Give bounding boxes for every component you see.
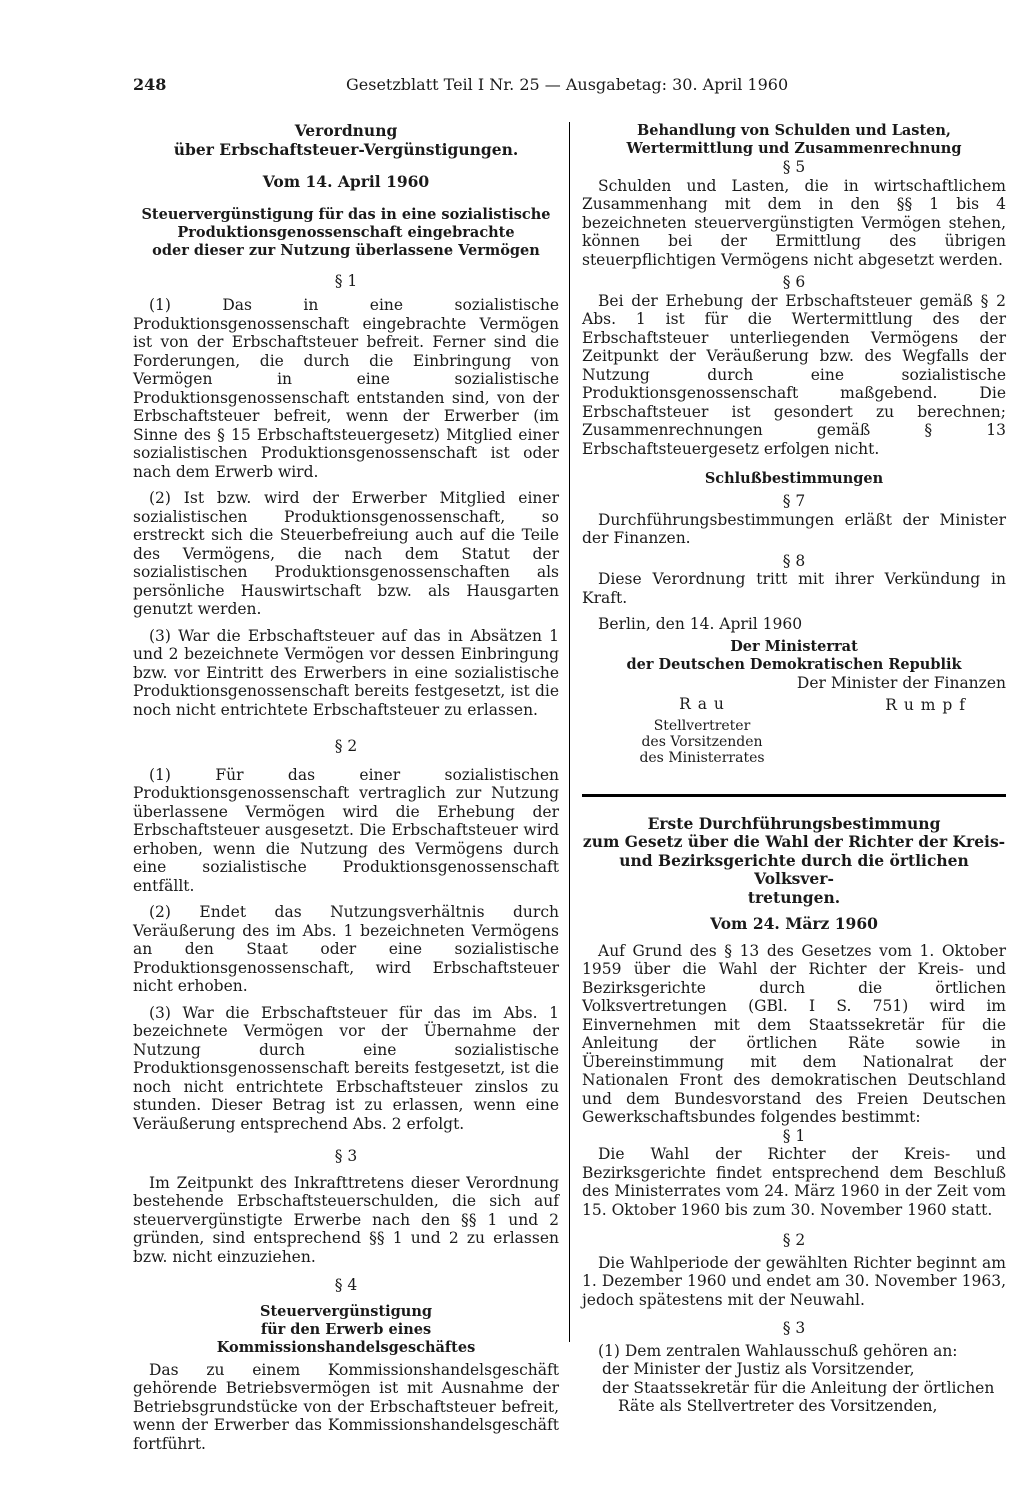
regulation-title: und Bezirksgerichte durch die örtlichen Volksver- [619,850,969,888]
section-heading-line: für den Erwerb eines Kommissionshandelsgeschäftes [216,1320,476,1356]
section-heading-line: Produktionsgenossenschaft eingebrachte [177,223,515,241]
paragraph-number: § 1 [782,1126,806,1145]
council-name: der Deutschen Demokratischen Republik [626,655,962,673]
signatory-rumpf: R u m p f [885,695,966,714]
paragraph-text: (3) War die Erbschaftsteuer auf das in Absätzen 1 und 2 bezeichnete Vermögen vor dessen Einbringung bzw. vor Eintritt des Erwerbers in eine sozialistische Produktionsgenossenschaft bereits festgesetzt, ist die noch nicht entrichtete Erbschaftsteuer zu erlassen. [133,626,559,719]
list-item: der Staatssekretär für die Anleitung der örtlichen Räte als Stellvertreter des Vorsitzenden, [602,1378,995,1415]
left-column [133,122,559,1453]
ordinance-date: Vom 14. April 1960 [262,172,430,191]
paragraph-text: Die Wahlperiode der gewählten Richter beginnt am 1. Dezember 1960 und endet am 30. November 1963, jedoch spätestens mit der Neuwahl. [582,1253,1006,1309]
signature-block [582,674,1006,794]
section-heading-line: Behandlung von Schulden und Lasten, [637,122,951,139]
paragraph-text: Das zu einem Kommissionshandelsgeschäft gehörende Betriebsvermögen ist mit Ausnahme der Betriebsgrundstücke von der Erbschaftsteuer befreit, wenn der Erwerber das Kommissionshandelsgeschäft fortführt. [133,1360,559,1453]
paragraph-number: § 3 [782,1319,806,1337]
paragraph-text: (1) Dem zentralen Wahlausschuß gehören an: [598,1341,958,1360]
regulation-title: zum Gesetz über die Wahl der Richter der Kreis- [582,832,1006,851]
paragraph-text: Die Wahl der Richter der Kreis- und Bezirksgerichte findet entsprechend dem Beschluß des Ministerrates vom 24. März 1960 in der Zeit vom 15. Oktober 1960 bis zum 30. November 1960 statt. [582,1145,1006,1219]
paragraph-text: Auf Grund des § 13 des Gesetzes vom 1. Oktober 1959 über die Wahl der Richter der Kreis- und Bezirksgerichte durch die örtlichen Volksvertretungen (GBl. I S. 751) wird im Einvernehmen mit dem Staatssekretär für die Anleitung der örtlichen Räte sowie in Übereinstimmung mit dem Nationalrat der Nationalen Front des demokratischen Deutschland und dem Bundesvorstand des Freien Deutschen Gewerkschaftsbundes folgendes bestimmt: [582,941,1006,1126]
paragraph-number: § 7 [782,492,806,510]
paragraph-text: (2) Ist bzw. wird der Erwerber Mitglied einer sozialistischen Produktionsgenossenschaft, so erstreckt sich die Steuerbefreiung auch auf die Teile des Vermögens, die nach dem Statut der sozialistischen Produktionsgenossenschaften als persönliche Hauswirtschaft bzw. als Hausgarten genutzt werden. [133,489,559,618]
paragraph-text: Schulden und Lasten, die in wirtschaftlichem Zusammenhang mit dem in den §§ 1 bis 4 bezeichneten steuervergünstigten Vermögen stehen, können bei der Ermittlung des übrigen steuerpflichtigen Vermögens nicht abgesetzt werden. [582,176,1006,269]
signatory-role: Stellvertreter [653,717,751,734]
page-header [133,76,1003,100]
paragraph-number: § 5 [782,158,806,176]
paragraph-number: § 4 [334,1276,358,1294]
paragraph-number: § 2 [334,737,358,755]
paragraph-number: § 8 [782,551,806,570]
paragraph-number: § 2 [782,1231,806,1249]
list-item: der Minister der Justiz als Vorsitzender, [602,1360,915,1378]
regulation-date: Vom 24. März 1960 [710,914,878,933]
paragraph-text: (2) Endet das Nutzungsverhältnis durch Veräußerung des im Abs. 1 bezeichneten Vermögens an den Staat oder eine sozialistische Produktionsgenossenschaft, wird Erbschaftsteuer nicht erhoben. [133,903,559,995]
section-heading-line: oder dieser zur Nutzung überlassene Vermögen [152,241,540,259]
place-date: Berlin, den 14. April 1960 [598,615,803,633]
signatory-rau: R a u [679,694,725,713]
section-heading-line: Schlußbestimmungen [704,470,884,487]
signatory-role: des Ministerrates [639,749,765,766]
section-heading-line: Steuervergünstigung für das in eine sozialistische [141,205,551,223]
header-title: Gesetzblatt Teil I Nr. 25 — Ausgabetag: 30. April 1960 [346,75,789,94]
right-column [582,122,1006,1416]
regulation-title: Erste Durchführungsbestimmung [647,813,941,833]
paragraph-text: Bei der Erhebung der Erbschaftsteuer gemäß § 2 Abs. 1 ist für die Wertermittlung des der Erbschaftsteuer unterliegenden Vermögens der Zeitpunkt der Veräußerung bzw. des Wegfalls der Nutzung durch eine sozialistische Produktionsgenossenschaft maßgebend. Die Erbschaftsteuer ist gesondert zu berechnen; Zusammenrechnungen gemäß § 13 Erbschaftsteuergesetz erfolgen nicht. [582,291,1006,458]
ordinance-title: Verordnung [294,121,398,140]
minister-title: Der Minister der Finanzen [796,673,1006,692]
section-heading-line: Wertermittlung und Zusammenrechnung [626,140,962,157]
ordinance-subject: über Erbschaftsteuer-Vergünstigungen. [173,139,519,159]
paragraph-text: Diese Verordnung tritt mit ihrer Verkündung in Kraft. [582,570,1006,607]
paragraph-text: (1) Das in eine sozialistische Produktionsgenossenschaft eingebrachte Vermögen ist von der Erbschaftsteuer befreit. Ferner sind die Forderungen, die durch die Einbringung von Vermögen in eine sozialistische Produktionsgenossenschaft entstanden sind, von der Erbschaftsteuer befreit, wenn der Erwerber (im Sinne des § 15 Erbschaftsteuergesetz) Mitglied einer sozialistischen Produktionsgenossenschaft ist oder nach dem Erwerb wird. [133,296,559,481]
page-number: 248 [133,75,167,94]
column-divider [569,122,570,1342]
signatory-role: des Vorsitzenden [641,733,763,750]
paragraph-text: Im Zeitpunkt des Inkrafttretens dieser Verordnung bestehende Erbschaftsteuerschulden, die sich auf steuervergünstigte Erwerbe nach den §§ 1 und 2 gründen, sind entsprechend §§ 1 und 2 zu erlassen bzw. nicht einzuziehen. [133,1173,559,1266]
paragraph-number: § 6 [782,273,806,291]
paragraph-text: Durchführungsbestimmungen erläßt der Minister der Finanzen. [582,510,1006,547]
paragraph-number: § 1 [334,271,358,290]
section-heading-line: Steuervergünstigung [259,1302,433,1320]
council-name: Der Ministerrat [730,637,858,655]
paragraph-number: § 3 [334,1147,358,1165]
regulation-title: tretungen. [747,887,841,907]
paragraph-text: (3) War die Erbschaftsteuer für das im Abs. 1 bezeichnete Vermögen vor der Übernahme der Nutzung durch eine sozialistische Produktionsgenossenschaft bereits festgesetzt, ist die noch nicht entrichtete Erbschaftsteuer zinslos zu stunden. Dieser Betrag ist zu erlassen, wenn eine Veräußerung entsprechend Abs. 2 erfolgt. [133,1003,559,1133]
paragraph-text: (1) Für das einer sozialistischen Produktionsgenossenschaft vertraglich zur Nutzung überlassene Vermögen wird die Erhebung der Erbschaftsteuer ausgesetzt. Die Erbschaftsteuer wird erhoben, wenn die Nutzung des Vermögens durch eine sozialistische Produktionsgenossenschaft entfällt. [133,765,559,895]
